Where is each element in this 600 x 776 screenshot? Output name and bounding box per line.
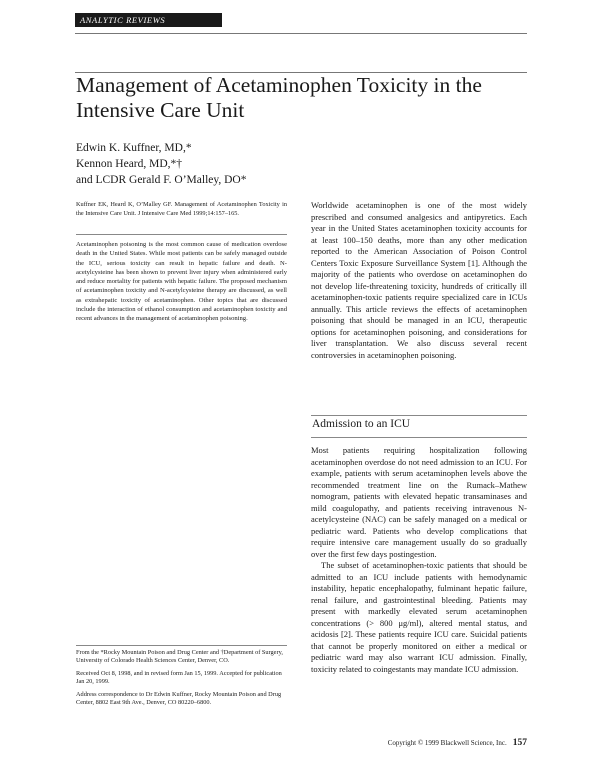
introduction (311, 200, 527, 361)
abstract: Acetaminophen poisoning is the most common cause of medication overdose death in the United States. While most patients can be safely managed outside the ICU, serious toxicity can result in hepatic failure and death. N-acetylcysteine has been shown to prevent liver injury when administered early and reduce mortality for patients with hepatic failure. The proposed mechanism of acetaminophen toxicity and N-acetylcysteine therapy are discussed, as well as extrahepatic toxicity of acetaminophen. Other topics that are discussed include the interaction of ethanol consumption and acetaminophen toxicity and recent advances in the management of acetaminophen poisoning. (76, 241, 287, 323)
heading-rule (311, 437, 527, 438)
received-note: Received Oct 8, 1998, and in revised form Jan 15, 1999. Accepted for publication Jan 20, 1999. (76, 669, 282, 686)
correspondence-note: Address correspondence to Dr Edwin Kuffner, Rocky Mountain Poison and Drug Center, 8802 East 9th Ave., Denver, CO 80220–6800. (76, 690, 282, 707)
section-heading: Admission to an ICU (312, 418, 411, 430)
author-line: Kennon Heard, MD,*† (76, 158, 183, 170)
article-title: Management of Acetaminophen Toxicity in the Intensive Care Unit (76, 73, 482, 122)
author-line: Edwin K. Kuffner, MD,* (76, 142, 192, 154)
section-tag: ANALYTIC REVIEWS (75, 13, 222, 27)
author-line: and LCDR Gerald F. O’Malley, DO* (76, 174, 247, 186)
notes-rule (76, 645, 287, 646)
section-paragraph: Most patients requiring hospitalization following acetaminophen overdose do not need admission to an ICU. For example, patients with serum acetaminophen levels above the recommended treatment line on the Rumack–Mathew nomogram, patients with elevated hepatic transaminases and mild coagulopathy, and patients receiving intravenous N-acetylcysteine (NAC) can be safely managed on a medical or pediatric ward. Patients who develop complications that require intensive care management usually do so gradually over the first few days postingestion. (311, 445, 527, 559)
copyright: Copyright © 1999 Blackwell Science, Inc. (387, 739, 507, 747)
author-list (76, 140, 246, 188)
citation: Kuffner EK, Heard K, O’Malley GF. Management of Acetaminophen Toxicity in the Intensive Care Unit. J Intensive Care Med 1999;14:157–165. (76, 201, 287, 217)
top-rule (75, 33, 527, 34)
page-number: 157 (512, 738, 527, 748)
heading-rule (311, 415, 527, 416)
abstract-rule (76, 234, 287, 235)
page-footer (370, 738, 527, 748)
intro-paragraph: Worldwide acetaminophen is one of the most widely prescribed and consumed analgesics and antipyretics. Each year in the United States acetaminophen toxicity accounts for at least 100–150 deaths, more than any other medication reported to the American Association of Poison Control Centers Toxic Exposure Surveillance System [1]. Although the majority of the patients who overdose on acetaminophen do not develop life-threatening toxicity, hundreds of critically ill acetaminophen-toxic patients require specialized care in ICUs annually. This article reviews the effects of acetaminophen poisoning that should be managed in an ICU, therapeutic options for acetaminophen poisoning, and considerations for liver transplantation. We also discuss several recent controversies in acetaminophen poisoning. (311, 200, 527, 360)
section-paragraph: The subset of acetaminophen-toxic patients that should be admitted to an ICU include patients with hemodynamic instability, hepatic encephalopathy, fulminant hepatic failure, renal failure, and gastrointestinal bleeding. Patients may present with markedly elevated serum acetaminophen concentrations (> 800 μg/ml), altered mental status, and acidosis [2]. These patients require ICU care. Suicidal patients that cannot be properly monitored on either a medical or pediatric ward may also warrant ICU admission. Finally, toxicity related to coingestants may mandate ICU admission. (311, 560, 527, 674)
affiliation-note: From the *Rocky Mountain Poison and Drug Center and †Department of Surgery, University of Colorado Health Sciences Center, Denver, CO. (76, 649, 283, 665)
footnotes (76, 649, 287, 711)
section-body (311, 445, 527, 675)
